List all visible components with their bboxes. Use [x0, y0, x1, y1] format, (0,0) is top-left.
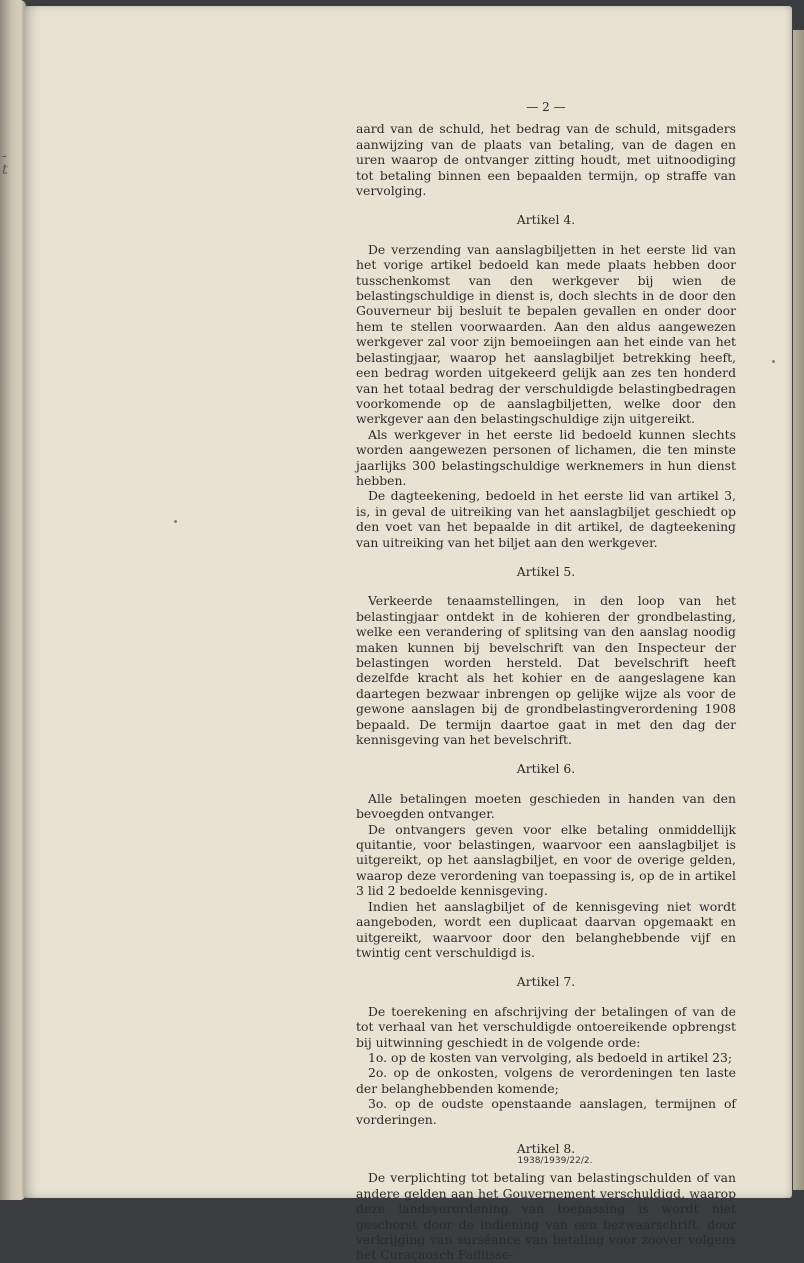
section-heading: Artikel 6. [516, 761, 576, 777]
section-heading: Artikel 5. [516, 563, 576, 579]
facing-page-edge [0, 0, 26, 1200]
section-artikel-4 [356, 212, 736, 550]
paper-speck [772, 360, 775, 363]
paragraph: Alle betalingen moeten geschieden in handen van den bevoegden ontvanger. [356, 790, 736, 822]
text-column [356, 100, 736, 1263]
margin-mark: t [2, 162, 8, 178]
section-artikel-5 [356, 564, 736, 747]
page-number: — 2 — [526, 100, 566, 114]
section-artikel-6 [356, 761, 736, 960]
intro-paragraph: aard van de schuld, het bedrag van de schuld, mitsgaders aanwijzing van de plaats van betaling, van de dagen en uren waarop de ontvanger zitting houdt, met uitnoodiging tot betaling binnen een bepaalden termijn, op straffe van vervolging. [356, 121, 736, 199]
paragraph: De toerekening en afschrijving der betalingen of van de tot verhaal van het verschuldigde ontoereikende opbrengst bij uitwinning geschiedt in de volgende orde: [356, 1003, 736, 1050]
paragraph: De verplichting tot betaling van belastingschulden of van andere gelden aan het Gouvernement verschuldigd, waarop deze landsverordening van toepassing is wordt niet geschorst door de indiening van een bezwaarschrift, door verkrijging van surséance van betaling voor zoover volgens het Curaçaosch Faillisse- [356, 1170, 736, 1263]
paragraph: Verkeerde tenaamstellingen, in den loop van het belastingjaar ontdekt in de kohieren der grondbelasting, welke een verandering of splitsing van den aanslag noodig maken kunnen bij bevelschrift van den Inspecteur der belastingen worden hersteld. Dat bevelschrift heeft dezelfde kracht als het kohier en de aangeslagene kan daartegen bezwaar inbrengen op gelijke wijze als voor de gewone aanslagen bij de grondbelastingverordening 1908 bepaald. De termijn daartoe gaat in met den dag der kennisgeving van het bevelschrift. [356, 593, 736, 748]
paragraph: De ontvangers geven voor elke betaling onmiddellijk quitantie, voor belastingen, waarvoor een aanslagbiljet is uitgereikt, op het aanslagbiljet, en voor de overige gelden, waarop deze verordening van toepassing is, op de in artikel 3 lid 2 bedoelde kennisgeving. [356, 821, 736, 899]
binding-stub [793, 30, 804, 1190]
paragraph: De verzending van aanslagbiljetten in het eerste lid van het vorige artikel bedoeld kan mede plaats hebben door tusschenkomst van den werkgever bij wien de belastingschuldige in dienst is, doch slechts in de door den Gouverneur bij besluit te bepalen gevallen en onder door hem te stellen voorwaarden. Aan den aldus aangewezen werkgever zal voor zijn bemoeiingen aan het einde van het belastingjaar, waarop het aanslagbiljet betrekking heeft, een bedrag worden uitgekeerd gelijk aan zes ten honderd van het totaal bedrag der verschuldigde belastingbedragen voorkomende op de aanslagbiljetten, welke door den werkgever aan den belastingschuldige zijn uitgereikt. [356, 241, 736, 427]
section-artikel-7 [356, 974, 736, 1127]
margin-mark: - [2, 148, 7, 164]
paragraph: De dagteekening, bedoeld in het eerste lid van artikel 3, is, in geval de uitreiking van het aanslagbiljet geschiedt op den voet van het bepaalde in dit artikel, de dagteekening van uitreiking van het biljet aan den werkgever. [356, 488, 736, 550]
list-item: 3o. op de oudste openstaande aanslagen, termijnen of vorderingen. [356, 1096, 736, 1127]
section-heading: Artikel 8. [516, 1140, 576, 1156]
footer-code: 1938/1939/22/2. [517, 1156, 593, 1166]
paragraph: Als werkgever in het eerste lid bedoeld kunnen slechts worden aangewezen personen of lichamen, die ten minste jaarlijks 300 belastingschuldige werknemers in hun dienst hebben. [356, 426, 736, 488]
section-heading: Artikel 7. [516, 974, 576, 990]
paper-speck [174, 520, 177, 523]
section-heading: Artikel 4. [516, 212, 576, 228]
paragraph: Indien het aanslagbiljet of de kennisgeving niet wordt aangeboden, wordt een duplicaat daarvan opgemaakt en uitgereikt, waarvoor door den belanghebbende vijf en twintig cent verschuldigd is. [356, 898, 736, 960]
list-item: 2o. op de onkosten, volgens de verordeningen ten laste der belanghebbenden komende; [356, 1065, 736, 1096]
list-item: 1o. op de kosten van vervolging, als bedoeld in artikel 23; [368, 1049, 733, 1065]
